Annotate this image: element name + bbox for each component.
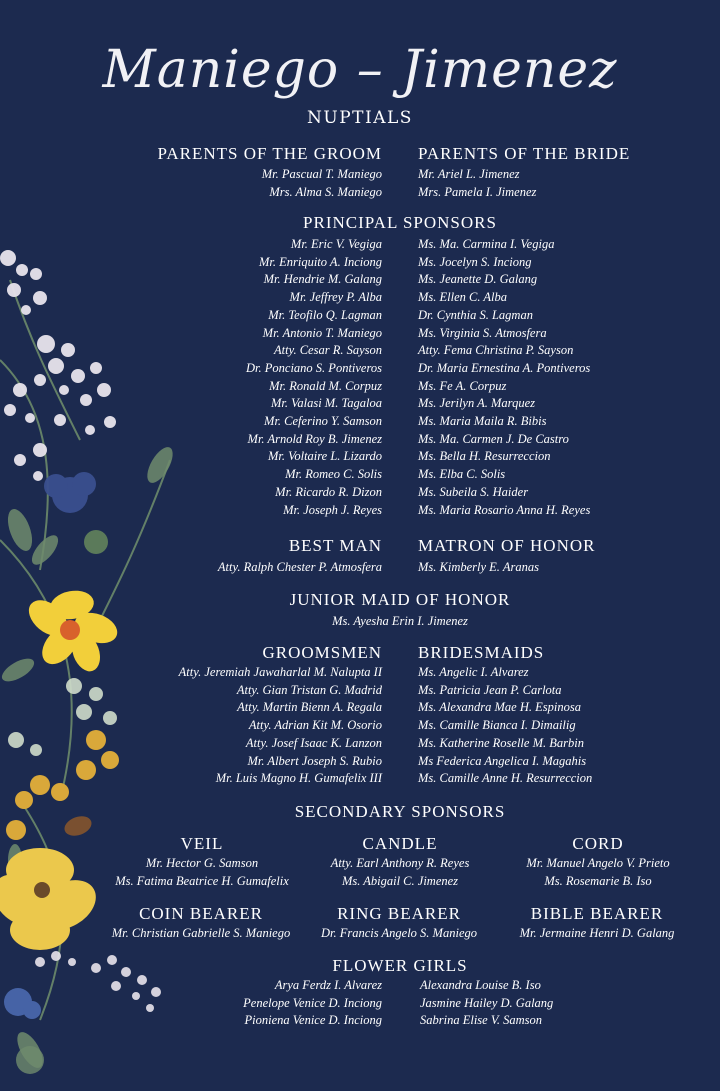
list-item: Ms. Bella H. Resurreccion — [418, 449, 551, 464]
list-item: Mr. Antonio T. Maniego — [262, 325, 382, 340]
candle-heading: CANDLE — [362, 834, 438, 853]
list-item: Mrs. Alma S. Maniego — [269, 184, 382, 199]
list-item: Ms. Katherine Roselle M. Barbin — [418, 735, 584, 750]
best-man-heading: BEST MAN — [288, 536, 382, 555]
list-item: Mr. Ceferino Y. Samson — [264, 414, 382, 429]
groomsmen-list — [179, 664, 382, 788]
list-item: Mr. Valasi M. Tagaloa — [270, 396, 382, 411]
list-item: Atty. Fema Christina P. Sayson — [418, 343, 574, 358]
list-item: Ms. Elba C. Solis — [418, 467, 506, 482]
junior-maid-name: Ms. Ayesha Erin I. Jimenez — [332, 614, 468, 628]
list-item: Mr. Jeffrey P. Alba — [289, 290, 382, 305]
list-item: Atty. Martin Bienn A. Regala — [237, 700, 382, 715]
secondary-sponsors-heading: SECONDARY SPONSORS — [294, 802, 506, 821]
list-item: Atty. Jeremiah Jawaharlal M. Nalupta II — [178, 665, 382, 679]
list-item: Mr. Joseph J. Reyes — [283, 502, 382, 517]
best-man-name: Atty. Ralph Chester P. Atmosfera — [217, 560, 382, 574]
list-item: Mr. Luis Magno H. Gumafelix III — [215, 771, 382, 786]
candle-list — [300, 855, 500, 890]
list-item: Atty. Adrian Kit M. Osorio — [248, 718, 382, 733]
list-item: Ms. Ellen C. Alba — [418, 290, 508, 305]
list-item: Sabrina Elise V. Samson — [420, 1013, 542, 1028]
list-item: Mr. Manuel Angelo V. Prieto — [526, 856, 670, 870]
list-item: Atty. Cesar R. Sayson — [274, 343, 382, 358]
matron-name: Ms. Kimberly E. Aranas — [418, 560, 539, 574]
list-item: Mr. Albert Joseph S. Rubio — [247, 753, 382, 768]
list-item: Atty. Earl Anthony R. Reyes — [330, 856, 470, 870]
cord-list — [498, 855, 698, 890]
cord-heading: CORD — [572, 834, 624, 853]
principal-sponsors-right — [418, 236, 590, 519]
list-item: Ms. Alexandra Mae H. Espinosa — [418, 700, 581, 715]
list-item: Pioniena Venice D. Inciong — [244, 1013, 382, 1028]
list-item: Ms. Jerilyn A. Marquez — [418, 396, 535, 411]
ring-bearer-heading: RING BEARER — [337, 904, 461, 923]
matron-heading: MATRON OF HONOR — [418, 536, 596, 555]
list-item: Ms. Patricia Jean P. Carlota — [418, 682, 562, 697]
groomsmen-heading: GROOMSMEN — [262, 643, 382, 662]
principal-sponsors-heading: PRINCIPAL SPONSORS — [303, 213, 497, 232]
list-item: Ms. Fatima Beatrice H. Gumafelix — [115, 873, 289, 888]
nuptials-subtitle: NUPTIALS — [307, 108, 413, 128]
list-item: Ms. Fe A. Corpuz — [418, 378, 507, 393]
flower-girls-heading: FLOWER GIRLS — [332, 956, 468, 975]
bible-bearer-heading: BIBLE BEARER — [530, 904, 664, 923]
list-item: Ms Federica Angelica I. Magahis — [418, 753, 587, 768]
parents-bride-list — [418, 166, 536, 201]
list-item: Ms. Angelic I. Alvarez — [418, 665, 529, 679]
parents-groom-list — [262, 166, 382, 201]
couple-title: Maniego – Jimenez — [102, 40, 618, 100]
list-item: Mr. Eric V. Vegiga — [290, 237, 382, 251]
list-item: Mr. Ariel L. Jimenez — [418, 167, 520, 181]
list-item: Mrs. Pamela I. Jimenez — [418, 184, 537, 199]
list-item: Dr. Cynthia S. Lagman — [418, 307, 533, 322]
list-item: Mr. Voltaire L. Lizardo — [267, 449, 382, 464]
list-item: Ms. Camille Bianca I. Dimailig — [418, 718, 576, 733]
list-item: Mr. Ronald M. Corpuz — [269, 378, 382, 393]
list-item: Ms. Maria Maila R. Bibis — [418, 414, 547, 429]
list-item: Mr. Romeo C. Solis — [285, 467, 382, 482]
list-item: Mr. Hendrie M. Galang — [263, 272, 382, 287]
coin-bearer-heading: COIN BEARER — [139, 904, 263, 923]
coin-bearer-name: Mr. Christian Gabrielle S. Maniego — [111, 926, 291, 940]
list-item: Dr. Ponciano S. Pontiveros — [246, 360, 382, 375]
list-item: Mr. Arnold Roy B. Jimenez — [247, 431, 382, 446]
list-item: Mr. Teofilo Q. Lagman — [268, 307, 382, 322]
list-item: Mr. Hector G. Samson — [145, 856, 259, 870]
list-item: Ms. Ma. Carmina I. Vegiga — [418, 237, 555, 251]
list-item: Atty. Josef Isaac K. Lanzon — [245, 735, 382, 750]
flower-girls-left — [243, 977, 382, 1030]
list-item: Ms. Jocelyn S. Inciong — [418, 254, 532, 269]
parents-bride-heading: PARENTS OF THE BRIDE — [418, 144, 631, 163]
list-item: Ms. Jeanette D. Galang — [418, 272, 538, 287]
list-item: Mr. Pascual T. Maniego — [261, 167, 382, 181]
junior-maid-heading: JUNIOR MAID OF HONOR — [289, 590, 511, 609]
list-item: Ms. Virginia S. Atmosfera — [418, 325, 547, 340]
list-item: Ms. Abigail C. Jimenez — [341, 873, 459, 888]
flower-girls-right — [420, 977, 553, 1030]
list-item: Mr. Enriquito A. Inciong — [258, 254, 382, 269]
list-item: Atty. Gian Tristan G. Madrid — [236, 682, 382, 697]
list-item: Arya Ferdz I. Alvarez — [274, 978, 382, 992]
list-item: Ms. Camille Anne H. Resurreccion — [418, 771, 593, 786]
list-item: Alexandra Louise B. Iso — [420, 978, 541, 992]
list-item: Ms. Subeila S. Haider — [418, 484, 529, 499]
ring-bearer-name: Dr. Francis Angelo S. Maniego — [320, 926, 477, 940]
list-item: Ms. Rosemarie B. Iso — [544, 873, 652, 888]
principal-sponsors-left — [246, 236, 382, 519]
bridesmaids-heading: BRIDESMAIDS — [418, 643, 545, 662]
list-item: Jasmine Hailey D. Galang — [420, 995, 554, 1010]
list-item: Penelope Venice D. Inciong — [243, 995, 382, 1010]
veil-heading: VEIL — [180, 834, 224, 853]
bible-bearer-name: Mr. Jermaine Henri D. Galang — [519, 926, 675, 940]
parents-groom-heading: PARENTS OF THE GROOM — [157, 144, 382, 163]
veil-list — [82, 855, 322, 890]
bridesmaids-list — [418, 664, 592, 788]
list-item: Mr. Ricardo R. Dizon — [275, 484, 382, 499]
list-item: Ms. Ma. Carmen J. De Castro — [418, 431, 569, 446]
list-item: Ms. Maria Rosario Anna H. Reyes — [418, 502, 591, 517]
list-item: Dr. Maria Ernestina A. Pontiveros — [418, 360, 591, 375]
